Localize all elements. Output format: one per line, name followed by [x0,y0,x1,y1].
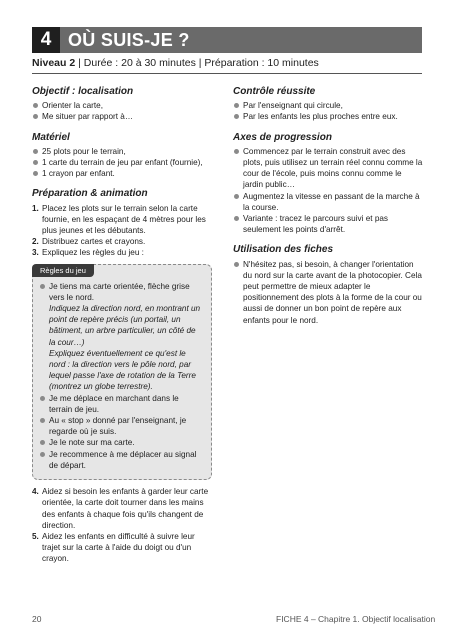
step-item [32,531,212,565]
rules-box [32,264,212,480]
list-item: 25 plots pour le terrain, [32,146,212,157]
step-text: Expliquez les règles du jeu : [42,248,144,258]
objectif-section [32,86,212,123]
list-item: Par l'enseignant qui circule, [233,100,423,111]
step-number: 2. [32,237,39,247]
list-item: Commencez par le terrain construit avec des plots, puis utilisez un terrain réel connu comme la cour de l'école, puis moins connu comme le jardin public… [233,146,423,191]
controle-heading: Contrôle réussite [233,86,316,97]
footer-caption: FICHE 4 – Chapitre 1. Objectif localisation [276,614,436,624]
list-item: Augmentez la vitesse en passant de la marche à la course. [233,191,423,213]
page-number: 20 [32,614,42,624]
objectif-heading: Objectif : localisation [32,86,134,97]
step-item [32,236,212,247]
step-item [32,247,212,258]
meta-line [32,57,319,69]
list-item: 1 crayon par enfant. [32,168,212,179]
fiche-number: 4 [32,27,60,53]
title-banner [32,27,422,53]
step-number: 1. [32,203,39,213]
list-item: Orienter la carte, [32,100,212,111]
step-number: 4. [32,487,39,497]
rules-label: Règles du jeu [32,264,94,277]
rule-item: Je recommence à me déplacer au signal de départ. [39,449,203,471]
step-text: Aidez si besoin les enfants à garder leur carte orientée, la carte doit tourner dans les mains des enfants à chaque fois qu'ils changent de direction. [42,487,209,530]
preparation-heading: Préparation & animation [32,188,148,200]
left-column [32,86,212,574]
step-number: 5. [32,531,39,541]
step-number: 3. [32,248,39,258]
rule-item: Je tiens ma carte orientée, flèche grise vers le nord. [39,281,203,303]
level-label: Niveau 2 [32,57,76,69]
axes-heading: Axes de progression [233,131,332,143]
list-item: Par les enfants les plus proches entre eux. [233,111,423,122]
rule-note: Indiquez la direction nord, en montrant un point de repère précis (un portail, un bâtiment, un arbre particulier, un côté de la cour…) [49,304,201,347]
materiel-section [32,132,212,180]
divider [32,73,422,74]
axes-section [233,132,423,236]
right-column [233,86,423,335]
utilisation-heading: Utilisation des fiches [233,244,334,256]
utilisation-section [233,244,423,325]
step-text: Placez les plots sur le terrain selon la carte fournie, en les espaçant de 4 mètres pour les plus jeunes et les débutants. [42,203,206,236]
rule-item: Je le note sur ma carte. [39,437,203,448]
rule-item: Je me déplace en marchant dans le terrain de jeu. [39,393,203,415]
step-item [32,203,212,237]
list-item: N'hésitez pas, si besoin, à changer l'orientation du nord sur la carte avant de la photocopier. Cela peut permettre de mieux adapter le positionnement des plots à la forme de la cour ou aussi de donner un bon point de repère aux enfants pour le nord. [233,259,423,326]
step-text: Aidez les enfants en difficulté à suivre leur trajet sur la carte à l'aide du doigt ou d'un crayon. [42,531,195,564]
preparation-section [32,188,212,564]
list-item: Me situer par rapport à… [32,111,212,122]
controle-section [233,86,423,123]
step-item [32,486,212,531]
materiel-heading: Matériel [32,131,70,143]
list-item: Variante : tracez le parcours suivi et pas seulement les points d'arrêt. [233,213,423,235]
rule-item: Au « stop » donné par l'enseignant, je regarde où je suis. [39,415,203,437]
list-item: 1 carte du terrain de jeu par enfant (fournie), [32,157,212,168]
page-title: OÙ SUIS-JE ? [60,27,422,53]
rule-note: Expliquez éventuellement ce qu'est le nord : la direction vers le pôle nord, par lequel passe l'axe de rotation de la Terre (montrez un globe terrestre). [49,348,196,392]
step-text: Distribuez cartes et crayons. [42,237,146,247]
duration-text: | Durée : 20 à 30 minutes | Préparation : 10 minutes [75,57,319,69]
